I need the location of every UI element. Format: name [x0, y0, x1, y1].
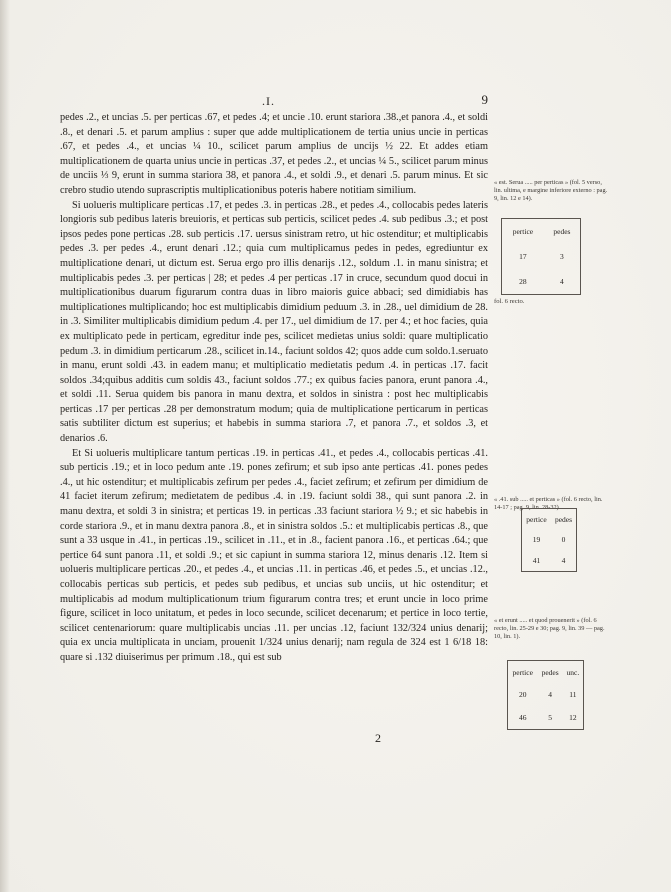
table2-header-pedes: pedes: [554, 514, 573, 524]
table2-cell: 19: [532, 535, 541, 545]
table3-cell: 46: [518, 713, 527, 723]
paragraph-2: Si uolueris multiplicare perticas .17, et pedes .3. in perticas .28., et pedes .4., collocabis pedes lateris longioris sub pedibus lateris breuioris, et perticas sub perticis, scilicet pedes .4. sub pedibus .3.; et post ipsos pedes pone perticas .28. sub perticis .17. uersus sinistram retro, ut hic ostenditur; et multiplicabis pedes .3. per pedes .4., erunt denari .12.; quia cum multiplicamus pedes in pedes, egrediuntur ex multiplicatione denari, ut dictum est. Serua ergo pro illis denarijs .12., soldum .1. in manu sinistra; et multiplicabis pedes .3. per perticas | 28; et pedes .4 per perticas .17 in cruce, secundum quod docui in multiplicationibus duarum figurarum contra duas in libro maioris guice abbaci; sed dimidiabis has multiplicationes multiplicando; hoc est multiplicabis dimidium peduum .3. in .28., uel dimidium de 28. in .3. Similiter multiplicabis dimidium pedum .4. per 17., uel dimidium de 17. per 4.; et hoc facies, quia ex multiplicato pede in perticam, egreditur inde pes, scilicet medietas unius soldi: quare multiplicatio pedum .3. in dimidium perticarum .28., scilicet in.14., faciunt soldos 42; quos adde cum soldo.1.seruato in manu, erunt soldi .43. in eadem manu; et multiplicatio medietatis pedum .4. in perticas .17. facit soldos .34;quibus additis cum soldis 43., faciunt soldos .77.; ex quibus facies panora, erunt panora .4., et soldi .11. Serua quidem bis panora in manu dextra, et soldos in sinistra : post hec multiplicabis perticas .17 per perticas .28 per demonstratum modum; quia de multiplicatione perticarum in perticas satis subtiliter dictum est superius; et habebis in summa stariora .7, et panora .7., et soldos .3, et denarios .6.: [60, 199, 488, 445]
main-text-column: [60, 111, 488, 666]
margin-note-et-erunt: « et erunt ..... et quod prouenerit » (fol. 6 recto, lin. 25-29 e 30; pag. 9, lin. 39 — pag. 10, lin. 1).: [494, 617, 605, 640]
running-header: [60, 94, 488, 110]
paragraph-3: Et Si uolueris multiplicare tantum perticas .19. in perticas .41., et pedes .4., collocabis perticas .41. sub perticis .19.; et in loco pedum ante .19. pones zefirum; et sub ipso ante perticas .41. pones pedes .4., ut hic ostenditur; et multiplicabis zefirum per pedes .4., faciet zefirum; et zefirum per dimidium de 41 faciet iterum zefirum; medietatem de pedibus .4. in .19. faciunt soldi 38., qui sunt panora .2. in manu dextra, et soldi 3 in sinistra; et perticas 19. in perticas .33 faciunt stariora ½ 9.; et sic habebis in corde stariora .9., et in manu dextra panora .8., et in sinistra soldos .5.: et multiplicabis perticas .8., que sunt a 33 usque in .41., in perticas .19., scilicet in .11., et in .8., facient panora .16., et perticas .64.; que pertice 64 sunt panora .11, et soldi .9.; et sic capiunt in summa stariora 12, minus denaris .12. Item si uolueris multiplicare perticas .20., et pedes .4., et uncias .11. in perticas .46, et pedes .5., et uncias .12., collocabis perticas sub perticis, et pedes sub pedibus, et uncias sub unciis, ut hic ostenditur; et multiplicabis ad modum multiplicationum trium figurarum contra tres; et erunt uncie in loco prime figure, scilicet in loco unitatum, et pedes in loco secunde, scilicet decenarum; et pertice in loco tertie, scilicet centenariorum: quare multiplicabis uncias .11. per uncias .12, faciunt 132/324 unius denarij; quia ex uncia multiplicata in unciam, prouenit 1/324 unius denarij; nam regula de 324 est 1 6/18 18: quare si .132 diuiserimus per primum .18., qui est sub: [60, 447, 488, 663]
paragraph-1: pedes .2., et uncias .5. per perticas .67, et pedes .4; et uncie .10. erunt stariora .38.,et panora .4., et soldi .8., et denari .5. et parum amplius : super que adde multiplicationem de tertia unius uncie in perticas .67, et pedes .4., et uncias ¼ 10., scilicet parum amplius de uncijs ½ 22. Et addes etiam multiplicationem de quarta unius uncie in perticas .37, et pedes .2., et uncias ¼ 5., scilicet parum minus de unciis ⅓ 9, erunt in summa stariora 38, et panora .4., et soldi .9., et denari .5. parum minus. Et sic crebro studio utendo suprascriptis multiplicationibus poteris habere notitiam similium.: [60, 112, 488, 196]
table1-cell: 4: [560, 277, 564, 286]
table2-cell: 4: [561, 556, 566, 566]
chapter-number: .I.: [262, 94, 275, 108]
page-number: 9: [481, 92, 488, 107]
table3-cell: 11: [569, 690, 577, 700]
page-gutter-shadow: [0, 0, 10, 892]
multiplication-table-1: [501, 218, 581, 295]
table1-cell: 3: [560, 252, 564, 261]
table1-cell: 17: [519, 252, 527, 261]
multiplication-table-2: [521, 508, 577, 572]
table1-header-pertice: pertice: [512, 227, 534, 236]
table1-cell: 28: [519, 277, 527, 286]
table3-cell: 4: [548, 690, 552, 700]
margin-note-est-forus: « est. Serua ..... per perticas » (fol. 5 verso, lin. ultima, e margine inferiore externo : pag. 9, lin. 12 e 14).: [494, 179, 608, 202]
table2-cell: 0: [561, 535, 566, 545]
multiplication-table-3: [507, 660, 584, 730]
table3-cell: 12: [569, 713, 577, 723]
table2-cell: 41: [532, 556, 541, 566]
table3-cell: 5: [548, 713, 552, 723]
margin-note-41-sub: « .41. sub ..... et perticas » (fol. 6 recto, lin. 14-17 ; pag. 9, lin. 28-32).: [494, 496, 603, 511]
margin-note-fol-6-recto: fol. 6 recto.: [494, 298, 525, 305]
table3-header-pedes: pedes: [541, 667, 559, 677]
table3-header-unc: unc.: [566, 667, 580, 677]
table1-header-pedes: pedes: [553, 227, 571, 236]
signature-mark: 2: [375, 731, 381, 745]
table2-header-pertice: pertice: [526, 514, 547, 524]
table3-cell: 20: [518, 690, 527, 700]
table3-header-pertice: pertice: [512, 667, 533, 677]
